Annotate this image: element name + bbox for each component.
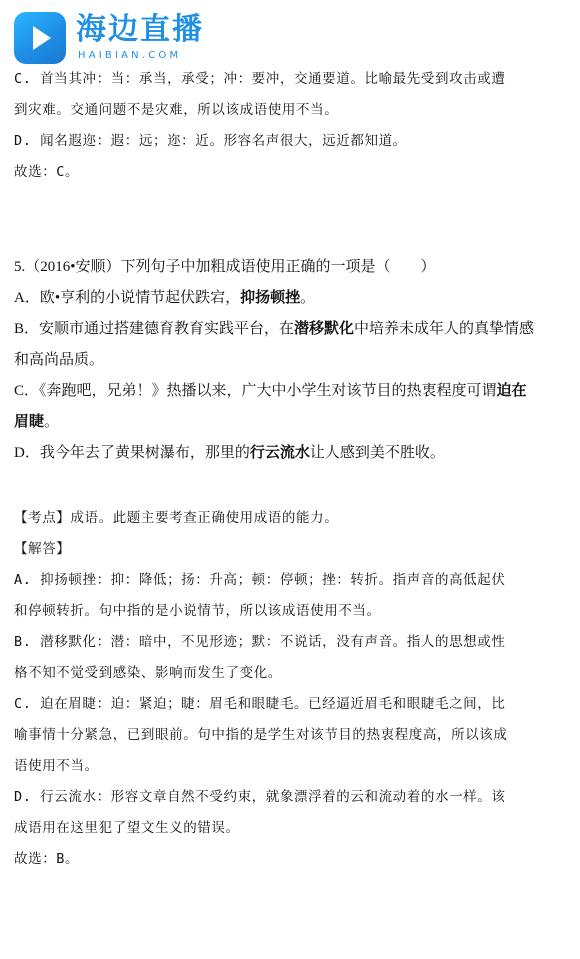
option-c-end: 。	[44, 414, 60, 430]
kaodian: 【考点】成语。此题主要考查正确使用成语的能力。	[14, 510, 339, 526]
analysis-c-line3: 语使用不当。	[14, 758, 99, 774]
option-a-idiom: 抑扬顿挫	[240, 290, 301, 306]
question-stem: 5.（2016•安顺）下列句子中加粗成语使用正确的一项是（ ）	[14, 259, 436, 275]
analysis-b-line2: 格不知不觉受到感染、影响而发生了变化。	[14, 665, 282, 681]
play-icon	[14, 12, 66, 64]
analysis-a-line2: 和停顿转折。句中指的是小说情节，所以该成语使用不当。	[14, 603, 381, 619]
analysis-b-line1: B. 潜移默化：潜：暗中，不见形迹；默：不说话，没有声音。指人的思想或性	[14, 634, 506, 650]
option-a-text: A．欧•亨利的小说情节起伏跌宕，	[14, 290, 241, 306]
option-b-line2: 和高尚品质。	[14, 352, 105, 368]
jieda-heading: 【解答】	[14, 541, 71, 557]
brand-logo	[14, 10, 244, 66]
prev-answer: 故选：C。	[14, 164, 80, 180]
prev-option-d: D. 闻名遐迩：遐：远；迩：近。形容名声很大，远近都知道。	[14, 133, 407, 149]
option-a	[14, 283, 570, 314]
previous-analysis	[14, 64, 570, 188]
analysis-d-line2: 成语用在这里犯了望文生义的错误。	[14, 820, 240, 836]
option-c-text: C．《奔跑吧，兄弟！》热播以来，广大中小学生对该节目的热衷程度可谓	[14, 383, 497, 399]
option-b-idiom: 潜移默化	[294, 321, 355, 337]
analysis-a-line1: A. 抑扬顿挫：抑：降低；扬：升高；顿：停顿；挫：转折。指声音的高低起伏	[14, 572, 506, 588]
option-d-rest: 让人感到美不胜收。	[309, 445, 445, 461]
option-d-text: D．我今年去了黄果树瀑布，那里的	[14, 445, 250, 461]
option-d	[14, 438, 570, 469]
option-a-end: 。	[300, 290, 316, 306]
analysis-d-line1: D. 行云流水：形容文章自然不受约束，就象漂浮着的云和流动着的水一样。该	[14, 789, 506, 805]
question-5	[14, 252, 570, 469]
option-b	[14, 314, 570, 345]
option-b-rest: 中培养未成年人的真挚情感	[354, 321, 535, 337]
option-c	[14, 376, 570, 407]
analysis-answer: 故选：B。	[14, 851, 80, 867]
prev-option-c-line1: C. 首当其冲：当：承当，承受；冲：要冲，交通要道。比喻最先受到攻击或遭	[14, 71, 506, 87]
option-c-idiom-part2: 眉睫	[14, 414, 45, 430]
analysis-c-line2: 喻事情十分紧急，已到眼前。句中指的是学生对该节目的热衷程度高，所以该成	[14, 727, 508, 743]
option-b-text: B．安顺市通过搭建德育教育实践平台，在	[14, 321, 295, 337]
brand-name: 海边直播	[76, 12, 204, 47]
prev-option-c-line2: 到灾难。交通问题不是灾难，所以该成语使用不当。	[14, 102, 339, 118]
analysis-section	[14, 503, 570, 875]
option-c-line2	[14, 407, 570, 438]
option-d-idiom: 行云流水	[249, 445, 310, 461]
brand-domain: HAIBIAN.COM	[78, 50, 182, 61]
option-c-idiom-part1: 迫在	[496, 383, 527, 399]
analysis-c-line1: C. 迫在眉睫：迫：紧迫；睫：眉毛和眼睫毛。已经逼近眉毛和眼睫毛之间，比	[14, 696, 506, 712]
